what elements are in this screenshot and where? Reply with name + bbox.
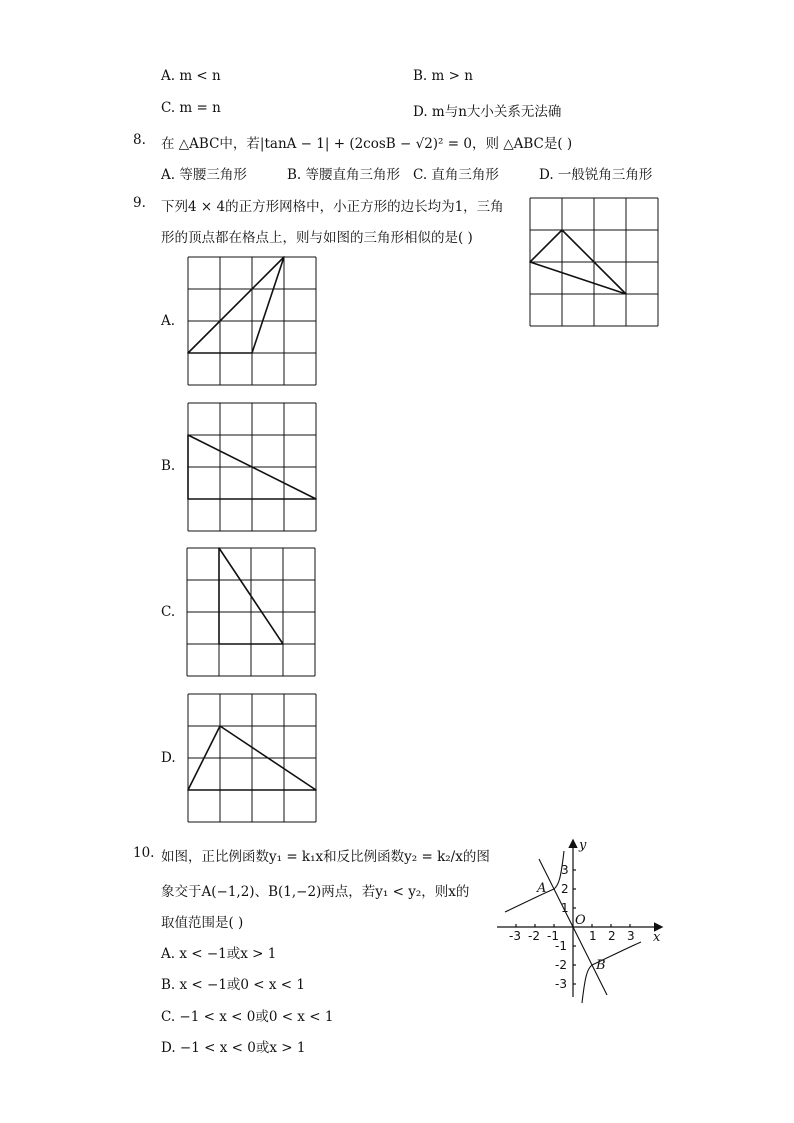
q10-option-a[interactable]: A. x < −1或x > 1 <box>161 946 277 962</box>
q9-stem-line2: 形的顶点都在格点上，则与如图的三角形相似的是( ) <box>161 230 473 246</box>
q9-stem-line1: 下列4 × 4的正方形网格中，小正方形的边长均为1，三角 <box>161 199 504 215</box>
q9-number: 9. <box>133 195 146 211</box>
q7-option-b[interactable]: B. m > n <box>413 68 473 84</box>
q8-number: 8. <box>133 132 146 148</box>
q9-option-d-label[interactable]: D. <box>161 750 176 766</box>
y-tick-label: -3 <box>555 977 567 991</box>
x-tick-label: -1 <box>547 929 559 943</box>
q10-stem-line2: 象交于A(−1,2)、B(1,−2)两点，若y₁ < y₂，则x的 <box>161 884 470 900</box>
q8-stem: 在 △ABC中，若|tanA − 1| + (2cosB − √2)² = 0，则 △ABC是( ) <box>161 136 573 152</box>
y-axis-label: y <box>579 838 587 853</box>
q7-option-a[interactable]: A. m < n <box>161 68 221 84</box>
option-a-triangle <box>188 257 284 353</box>
point-b-label: B <box>596 958 606 973</box>
q8-option-b[interactable]: B. 等腰直角三角形 <box>287 167 401 183</box>
x-tick-label: -3 <box>509 929 521 943</box>
x-tick-label: 2 <box>608 929 616 943</box>
q9-option-c-label[interactable]: C. <box>161 604 176 620</box>
y-tick-label: 3 <box>561 863 569 877</box>
q7-option-c[interactable]: C. m = n <box>161 100 221 116</box>
x-tick-label: 1 <box>589 929 597 943</box>
q9-reference-figure <box>530 198 658 326</box>
hyperbola-branch-upper-left <box>505 851 564 912</box>
q9-option-d-figure[interactable] <box>188 694 316 822</box>
q9-option-b-label[interactable]: B. <box>161 458 176 474</box>
x-tick-label: -2 <box>528 929 540 943</box>
q8-option-d[interactable]: D. 一般锐角三角形 <box>539 167 653 183</box>
q10-number: 10. <box>133 845 155 861</box>
q8-option-c[interactable]: C. 直角三角形 <box>413 167 499 183</box>
q10-stem-line1: 如图，正比例函数y₁ = k₁x和反比例函数y₂ = k₂/x的图 <box>161 849 490 865</box>
q7-option-d[interactable]: D. m与n大小关系无法确 <box>413 104 562 120</box>
hyperbola-branch-lower-right <box>582 942 641 1003</box>
x-tick-label: 3 <box>627 929 635 943</box>
q9-option-b-figure[interactable] <box>188 403 316 531</box>
x-axis-label: x <box>653 930 661 945</box>
q9-option-c-figure[interactable] <box>187 548 315 676</box>
y-tick-label: -2 <box>555 958 567 972</box>
q8-option-a[interactable]: A. 等腰三角形 <box>161 167 247 183</box>
q9-option-a-figure[interactable] <box>188 257 316 385</box>
q10-option-d[interactable]: D. −1 < x < 0或x > 1 <box>161 1040 306 1056</box>
q9-option-a-label[interactable]: A. <box>161 313 176 329</box>
origin-label: O <box>575 913 586 928</box>
q10-function-graph <box>495 835 670 1000</box>
y-tick-label: -1 <box>555 939 567 953</box>
point-a-label: A <box>537 881 547 896</box>
y-tick-label: 2 <box>561 882 569 896</box>
q10-option-b[interactable]: B. x < −1或0 < x < 1 <box>161 977 305 993</box>
q10-stem-line3: 取值范围是( ) <box>161 915 244 931</box>
y-tick-label: 1 <box>561 901 569 915</box>
q10-option-c[interactable]: C. −1 < x < 0或0 < x < 1 <box>161 1009 334 1025</box>
